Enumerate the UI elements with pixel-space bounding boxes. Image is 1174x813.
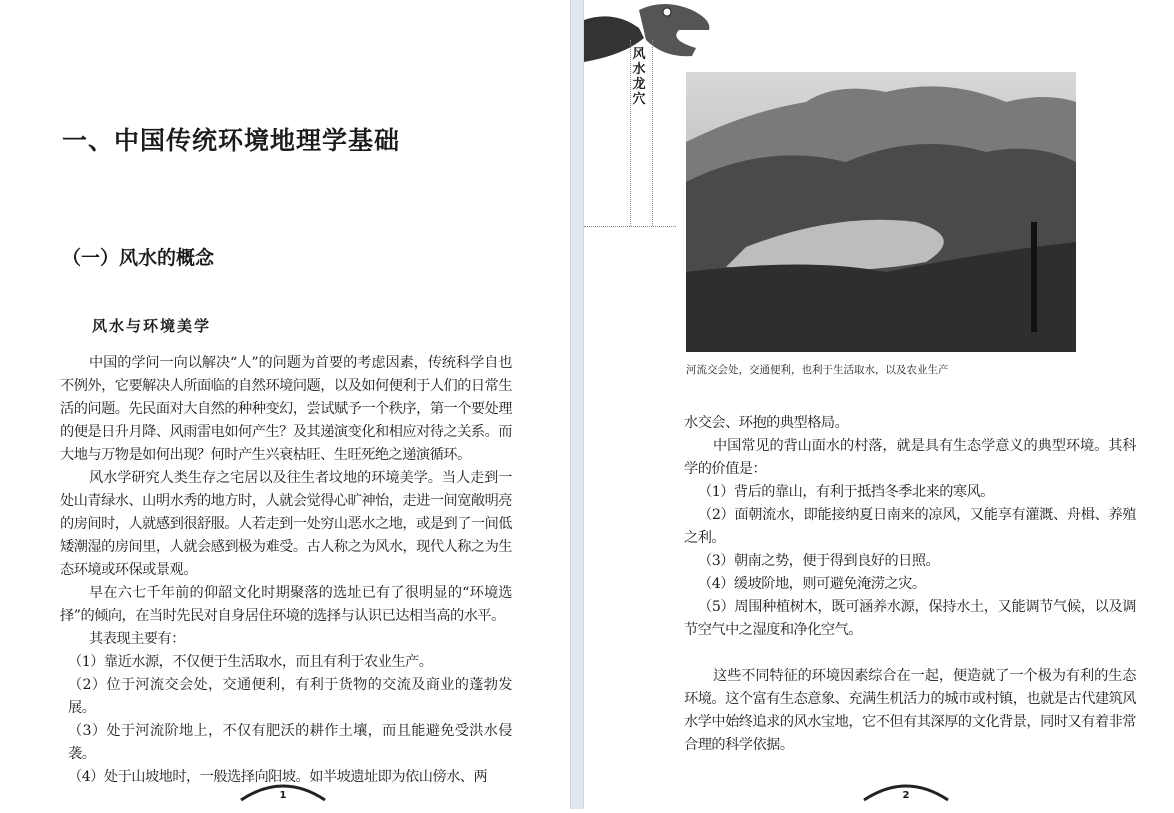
page-number-label: 2 (902, 790, 910, 801)
running-title: 风水龙穴 (632, 47, 646, 107)
paragraph: 其表现主要有： (89, 631, 185, 647)
page-1-body (60, 352, 512, 789)
page-number-label: 1 (279, 790, 287, 801)
list-item: （3）朝南之势，便于得到良好的日照。 (698, 553, 940, 569)
page-2-body (684, 412, 1136, 757)
list-item: （1）靠近水源，不仅便于生活取水，而且有利于农业生产。 (68, 654, 433, 670)
paragraph: 早在六七千年前的仰韶文化时期聚落的选址已有了很明显的“环境选择”的倾向，在当时先民对自身居住环境的选择与认识已达相当高的水平。 (60, 585, 512, 624)
photo-caption: 河流交会处，交通便利，也利于生活取水，以及农业生产 (686, 364, 949, 376)
paragraph: 风水学研究人类生存之宅居以及往生者坟地的环境美学。当人走到一处山青绿水、山明水秀的地方时，人就会觉得心旷神怡，走进一间宽敞明亮的房间时，人就感到很舒服。人若走到一处穷山恶水之地，或是到了一间低矮潮湿的房间里，人就会感到极为难受。古人称之为风水，现代人称之为生态环境或环保或景观。 (60, 470, 512, 578)
paragraph: 中国的学问一向以解决“人”的问题为首要的考虑因素，传统科学自也不例外，它要解决人所面临的自然环境问题，以及如何便利于人们的日常生活的问题。先民面对大自然的种种变幻，尝试赋予一个秩序，第一个要处理的便是日升月降、风雨雷电如何产生？及其递演变化和相应对待之关系。而大地与万物是如何出现？何时产生兴衰枯旺、生旺死绝之递演循环。 (60, 355, 512, 463)
list-item: （4）处于山坡地时，一般选择向阳坡。如半坡遗址即为依山傍水、两 (68, 769, 488, 785)
list-item: （5）周围种植树木，既可涵养水源，保持水土，又能调节气候，以及调节空气中之湿度和净化空气。 (684, 599, 1136, 638)
paragraph: 水交会、环抱的典型格局。 (684, 415, 849, 431)
page-2 (584, 0, 1174, 809)
chapter-title: 一、中国传统环境地理学基础 (62, 126, 401, 155)
subsection-heading: 风水与环境美学 (92, 317, 212, 335)
river-landscape-photo (686, 72, 1076, 352)
list-item: （2）位于河流交会处，交通便利，有利于货物的交流及商业的蓬勃发展。 (68, 677, 512, 716)
list-item: （1）背后的靠山，有利于抵挡冬季北来的寒风。 (698, 484, 994, 500)
page-1 (0, 0, 570, 809)
divider (584, 226, 676, 227)
page-number-1 (233, 778, 333, 809)
paragraph: 中国常见的背山面水的村落，就是具有生态学意义的典型环境。其科学的价值是： (684, 438, 1136, 477)
divider (652, 40, 653, 226)
closing-paragraph: 这些不同特征的环境因素综合在一起，便造就了一个极为有利的生态环境。这个富有生态意象、充满生机活力的城市或村镇，也就是古代建筑风水学中始终追求的风水宝地，它不但有其深厚的文化背景，同时又有着非常合理的科学依据。 (684, 668, 1136, 753)
page-number-2 (856, 778, 956, 809)
page-gutter (570, 0, 584, 809)
list-item: （3）处于河流阶地上，不仅有肥沃的耕作土壤，而且能避免受洪水侵袭。 (68, 723, 512, 762)
list-item: （2）面朝流水，即能接纳夏日南来的凉风，又能享有灌溉、舟楫、养殖之利。 (684, 507, 1136, 546)
section-heading: （一）风水的概念 (62, 247, 215, 269)
list-item: （4）缓坡阶地，则可避免淹涝之灾。 (698, 576, 926, 592)
